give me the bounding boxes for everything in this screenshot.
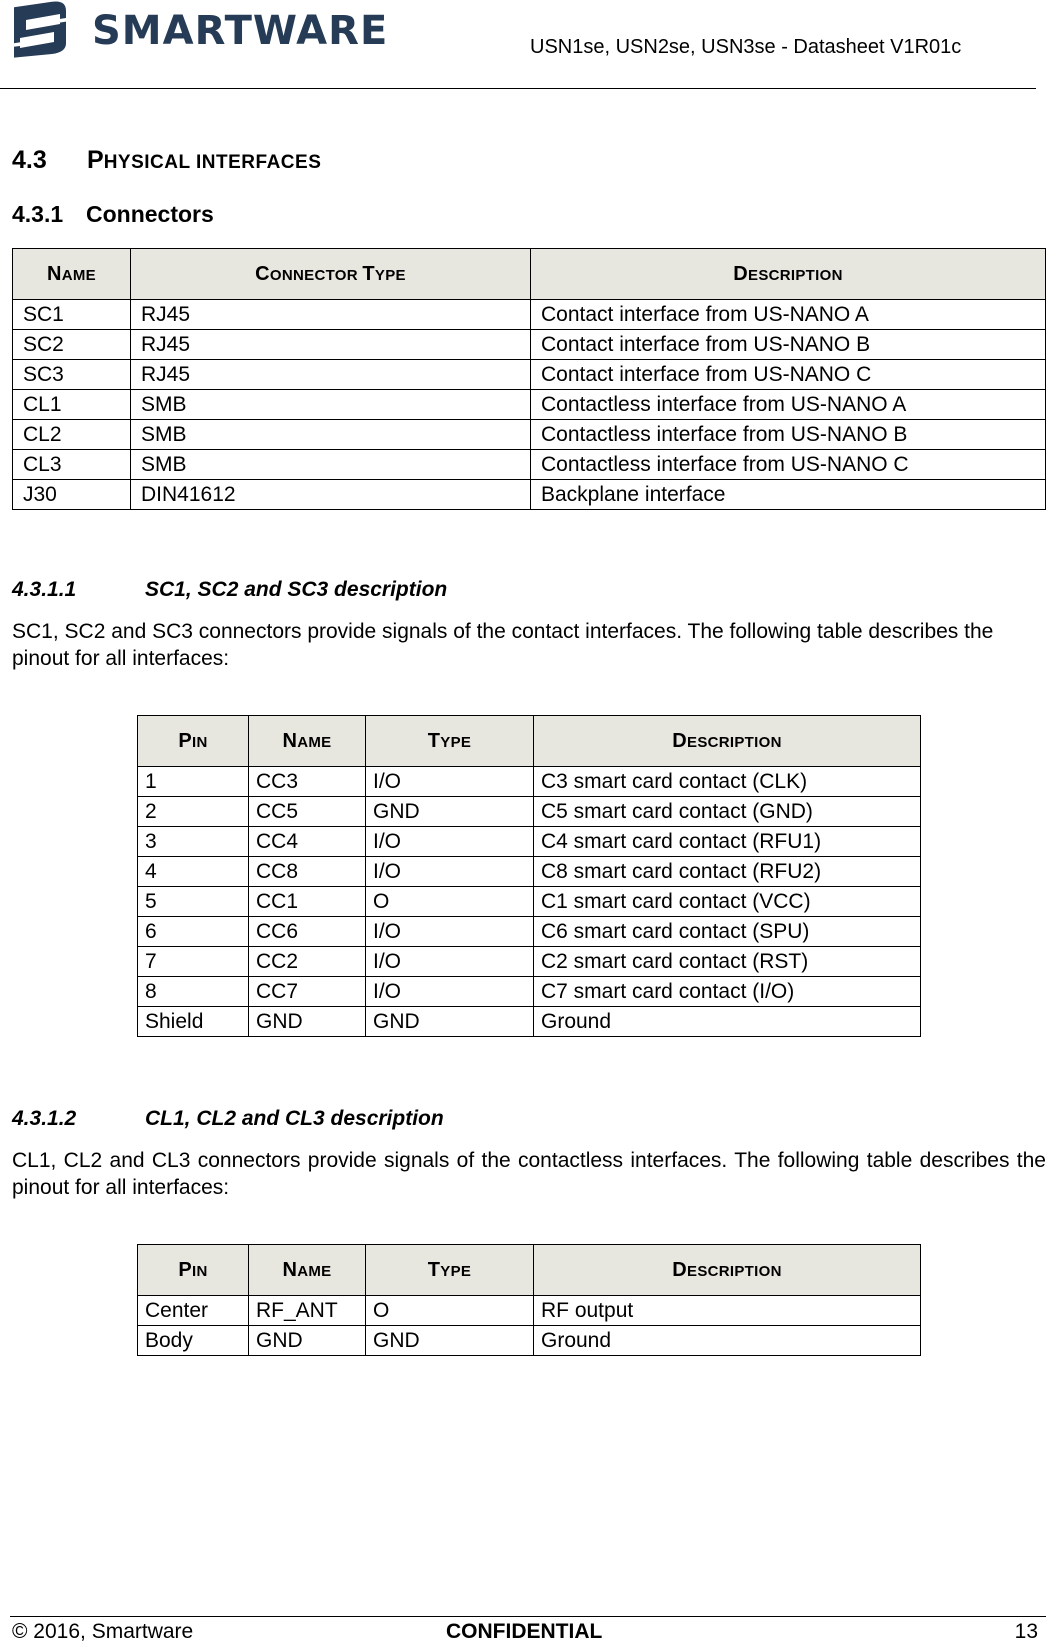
column-header-type: TYPE bbox=[366, 1245, 534, 1296]
cell-type: SMB bbox=[131, 390, 531, 420]
cell-name: CL2 bbox=[13, 420, 131, 450]
cell-description: C7 smart card contact (I/O) bbox=[534, 977, 921, 1007]
cell-name: SC3 bbox=[13, 360, 131, 390]
column-header-name: NAME bbox=[249, 716, 366, 767]
cell-type: I/O bbox=[366, 947, 534, 977]
cell-description: Contactless interface from US-NANO B bbox=[531, 420, 1046, 450]
cell-description: C1 smart card contact (VCC) bbox=[534, 887, 921, 917]
cl-heading-number: 4.3.1.2 bbox=[12, 1107, 77, 1130]
cell-type: I/O bbox=[366, 767, 534, 797]
cell-name: CC4 bbox=[249, 827, 366, 857]
cell-description: Ground bbox=[534, 1007, 921, 1037]
table-row bbox=[138, 827, 921, 857]
table-row bbox=[138, 1007, 921, 1037]
column-header-type: TYPE bbox=[366, 716, 534, 767]
section-heading bbox=[12, 146, 321, 175]
svg-text:SMARTWARE: SMARTWARE bbox=[92, 8, 389, 54]
subsection-heading bbox=[12, 201, 214, 228]
cell-name: CC6 bbox=[249, 917, 366, 947]
cell-pin: Center bbox=[138, 1296, 249, 1326]
sc-heading-title: SC1, SC2 and SC3 description bbox=[145, 578, 448, 601]
column-header-pin: PIN bbox=[138, 1245, 249, 1296]
cell-pin: 5 bbox=[138, 887, 249, 917]
table-row bbox=[138, 767, 921, 797]
footer-copyright: © 2016, Smartware bbox=[12, 1620, 194, 1643]
cell-name: RF_ANT bbox=[249, 1296, 366, 1326]
cell-description: C2 smart card contact (RST) bbox=[534, 947, 921, 977]
cell-pin: Shield bbox=[138, 1007, 249, 1037]
cell-description: C4 smart card contact (RFU1) bbox=[534, 827, 921, 857]
header-divider bbox=[0, 88, 1036, 89]
cell-pin: Body bbox=[138, 1326, 249, 1356]
sc-description-paragraph: SC1, SC2 and SC3 connectors provide signals of the contact interfaces. The following table describes the pinout for all interfaces: bbox=[12, 620, 994, 670]
document-title: USN1se, USN2se, USN3se - Datasheet V1R01c bbox=[530, 36, 962, 58]
cell-description: Contact interface from US-NANO A bbox=[531, 300, 1046, 330]
table-header-row bbox=[138, 716, 921, 767]
cell-name: CC5 bbox=[249, 797, 366, 827]
column-header-description: DESCRIPTION bbox=[531, 249, 1046, 300]
cell-type: O bbox=[366, 1296, 534, 1326]
table-row bbox=[13, 360, 1046, 390]
cell-description: C5 smart card contact (GND) bbox=[534, 797, 921, 827]
cl-heading-title: CL1, CL2 and CL3 description bbox=[145, 1107, 444, 1130]
cell-name: CC3 bbox=[249, 767, 366, 797]
section-title-initial: P bbox=[87, 146, 104, 174]
footer-confidential: CONFIDENTIAL bbox=[446, 1620, 603, 1643]
cell-name: SC2 bbox=[13, 330, 131, 360]
connectors-table bbox=[12, 248, 1046, 510]
cell-description: C8 smart card contact (RFU2) bbox=[534, 857, 921, 887]
cell-type: I/O bbox=[366, 857, 534, 887]
cell-name: J30 bbox=[13, 480, 131, 510]
cell-type: GND bbox=[366, 1007, 534, 1037]
table-row bbox=[138, 1326, 921, 1356]
cell-description: Backplane interface bbox=[531, 480, 1046, 510]
cell-type: I/O bbox=[366, 977, 534, 1007]
table-row bbox=[13, 330, 1046, 360]
cell-name: CC8 bbox=[249, 857, 366, 887]
table-row bbox=[13, 480, 1046, 510]
cell-pin: 8 bbox=[138, 977, 249, 1007]
cell-type: SMB bbox=[131, 420, 531, 450]
cell-type: I/O bbox=[366, 917, 534, 947]
section-title-rest: HYSICAL INTERFACES bbox=[103, 152, 322, 173]
cell-name: CC7 bbox=[249, 977, 366, 1007]
table-row bbox=[13, 420, 1046, 450]
cell-name: CC1 bbox=[249, 887, 366, 917]
cell-type: DIN41612 bbox=[131, 480, 531, 510]
table-row bbox=[138, 1296, 921, 1326]
subsection-title: Connectors bbox=[86, 201, 214, 227]
smartware-logo bbox=[12, 0, 442, 67]
cell-pin: 3 bbox=[138, 827, 249, 857]
cell-type: I/O bbox=[366, 827, 534, 857]
cell-description: Ground bbox=[534, 1326, 921, 1356]
cell-description: RF output bbox=[534, 1296, 921, 1326]
table-row bbox=[13, 450, 1046, 480]
cell-type: RJ45 bbox=[131, 330, 531, 360]
cell-description: Contactless interface from US-NANO A bbox=[531, 390, 1046, 420]
column-header-pin: PIN bbox=[138, 716, 249, 767]
cell-description: Contactless interface from US-NANO C bbox=[531, 450, 1046, 480]
cell-type: GND bbox=[366, 797, 534, 827]
cell-type: GND bbox=[366, 1326, 534, 1356]
table-row bbox=[13, 390, 1046, 420]
table-row bbox=[138, 797, 921, 827]
cl-description-heading bbox=[12, 1107, 444, 1131]
table-row bbox=[138, 857, 921, 887]
cell-name: CC2 bbox=[249, 947, 366, 977]
table-row bbox=[138, 947, 921, 977]
cell-name: CL3 bbox=[13, 450, 131, 480]
column-header-connector-type: CONNECTOR TYPE bbox=[131, 249, 531, 300]
table-row bbox=[138, 917, 921, 947]
table-row bbox=[138, 887, 921, 917]
subsection-number: 4.3.1 bbox=[12, 201, 64, 227]
table-header-row bbox=[138, 1245, 921, 1296]
cell-name: CL1 bbox=[13, 390, 131, 420]
cell-description: Contact interface from US-NANO B bbox=[531, 330, 1046, 360]
cell-pin: 2 bbox=[138, 797, 249, 827]
table-row bbox=[138, 977, 921, 1007]
cell-description: C6 smart card contact (SPU) bbox=[534, 917, 921, 947]
cell-pin: 7 bbox=[138, 947, 249, 977]
cell-type: SMB bbox=[131, 450, 531, 480]
cell-pin: 6 bbox=[138, 917, 249, 947]
table-header-row bbox=[13, 249, 1046, 300]
sc-heading-number: 4.3.1.1 bbox=[12, 578, 77, 601]
column-header-description: DESCRIPTION bbox=[534, 1245, 921, 1296]
cell-pin: 4 bbox=[138, 857, 249, 887]
page-number: 13 bbox=[1014, 1620, 1038, 1643]
cell-name: GND bbox=[249, 1326, 366, 1356]
cell-name: GND bbox=[249, 1007, 366, 1037]
cell-type: O bbox=[366, 887, 534, 917]
cl-description-paragraph: CL1, CL2 and CL3 connectors provide signals of the contactless interfaces. The following table describes the pinout for all interfaces: bbox=[12, 1149, 1046, 1199]
table-row bbox=[13, 300, 1046, 330]
cl-pinout-table bbox=[137, 1244, 921, 1356]
cell-pin: 1 bbox=[138, 767, 249, 797]
sc-pinout-table bbox=[137, 715, 921, 1037]
section-number: 4.3 bbox=[12, 146, 47, 174]
column-header-description: DESCRIPTION bbox=[534, 716, 921, 767]
smartware-logo-icon bbox=[12, 0, 442, 62]
cell-type: RJ45 bbox=[131, 300, 531, 330]
column-header-name: NAME bbox=[13, 249, 131, 300]
cell-description: C3 smart card contact (CLK) bbox=[534, 767, 921, 797]
cell-name: SC1 bbox=[13, 300, 131, 330]
column-header-name: NAME bbox=[249, 1245, 366, 1296]
footer-divider bbox=[10, 1616, 1046, 1617]
cell-type: RJ45 bbox=[131, 360, 531, 390]
sc-description-heading bbox=[12, 578, 447, 602]
cell-description: Contact interface from US-NANO C bbox=[531, 360, 1046, 390]
